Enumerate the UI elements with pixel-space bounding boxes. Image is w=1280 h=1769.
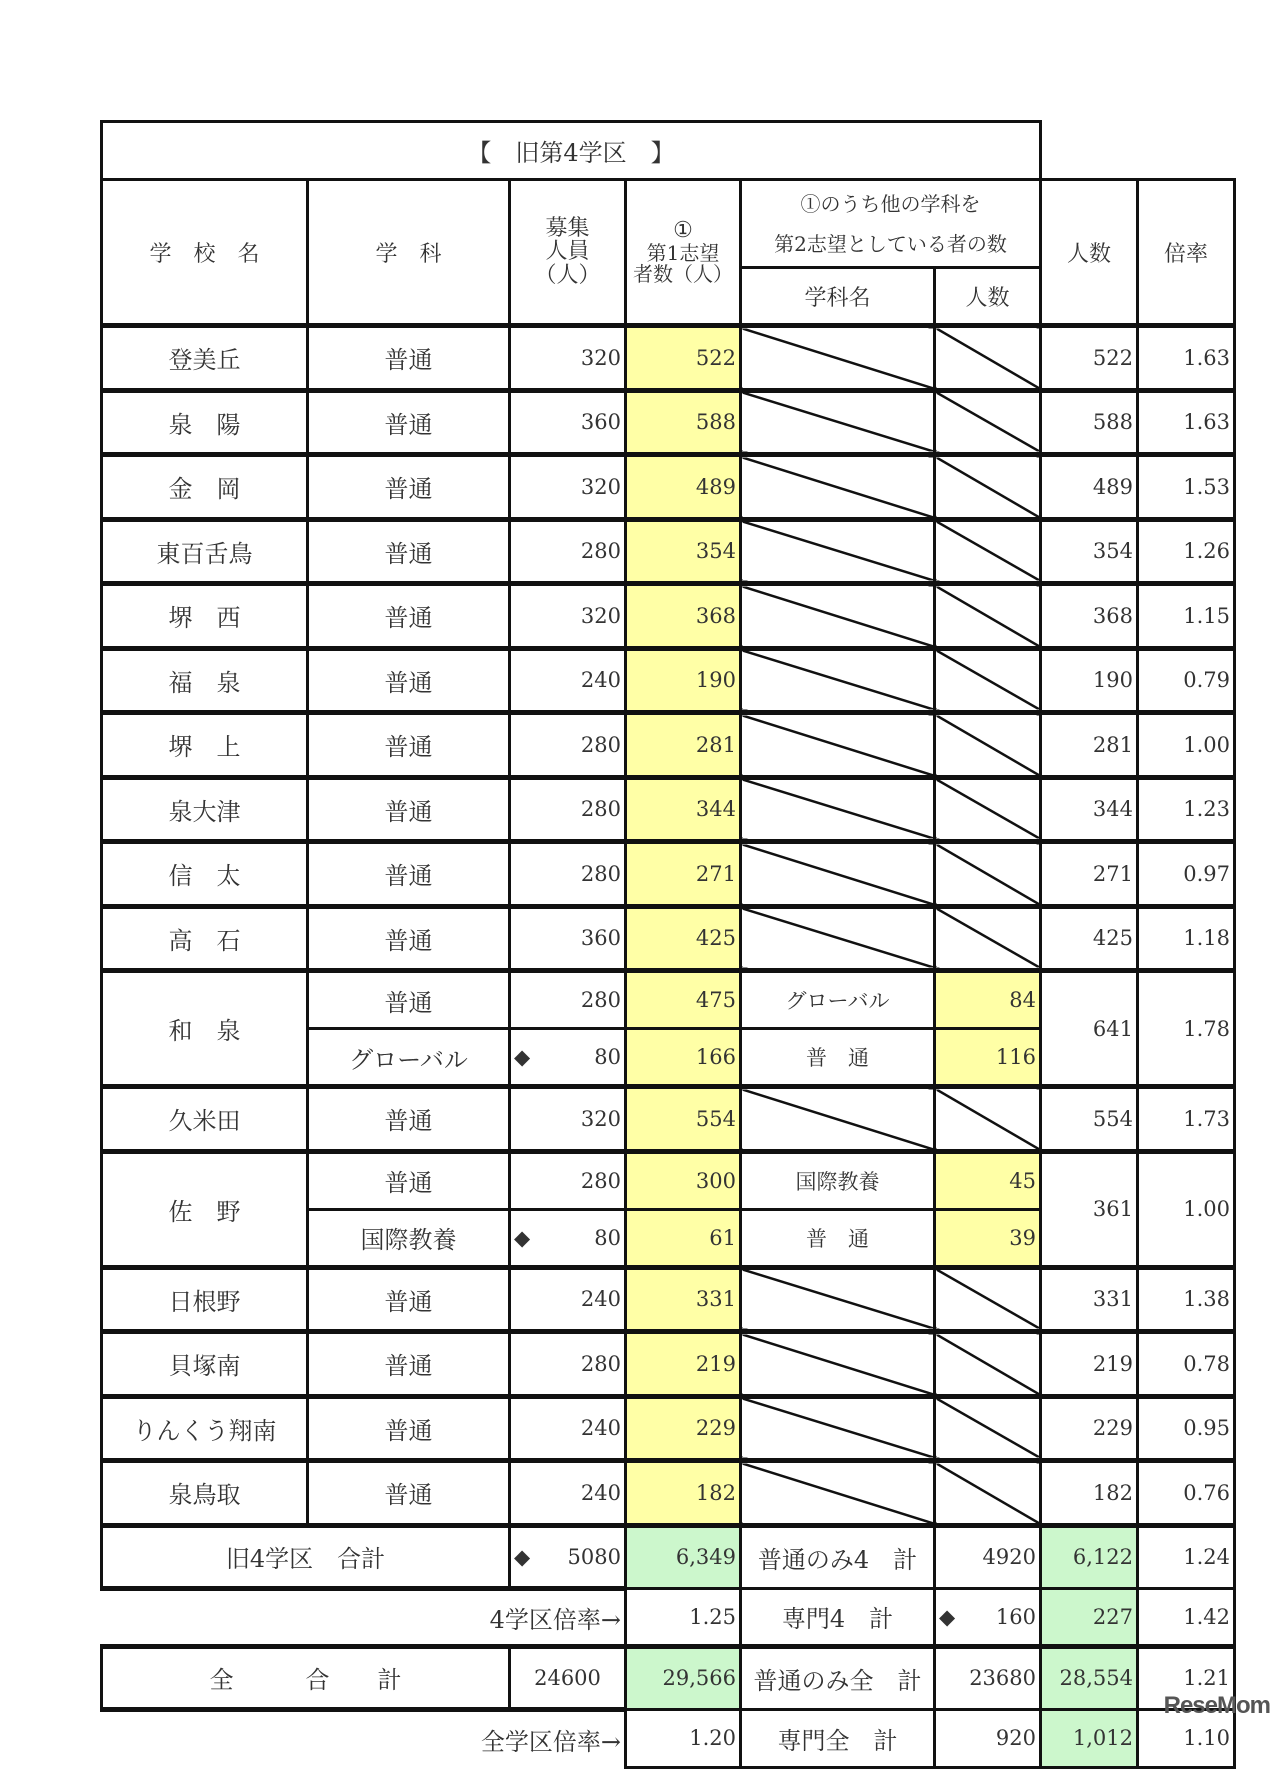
ratio: 0.95 [1138,1396,1235,1461]
school-name: 信 太 [102,842,308,907]
ratio: 1.63 [1138,326,1235,391]
course-name: 普通 [308,1087,510,1152]
ratio: 1.00 [1138,1151,1235,1267]
course-name: 普通 [308,326,510,391]
ratio: 1.63 [1138,390,1235,455]
empty-second-count [935,519,1041,584]
course-name: 普通 [308,906,510,971]
total-count: 190 [1041,648,1138,713]
district-total-row [102,1525,1235,1588]
first-choice-count: 61 [626,1209,741,1267]
capacity-value: 280 [580,797,621,822]
ratio: 1.38 [1138,1267,1235,1332]
empty-second-count [935,906,1041,971]
header-school: 学 校 名 [102,180,308,326]
header-second-course: 学科名 [741,268,935,326]
first-choice-count: 354 [626,519,741,584]
capacity-value: 240 [580,1287,621,1312]
header-capacity: 募集 人員 （人） [510,180,626,326]
school-name: 泉 陽 [102,390,308,455]
course-name: 普通 [308,713,510,778]
table-row [102,842,1235,907]
empty-second-count [935,326,1041,391]
capacity-value: 240 [580,668,621,693]
total-count: 354 [1041,519,1138,584]
empty-second-course [741,713,935,778]
table-row [102,648,1235,713]
empty-second-course [741,1087,935,1152]
capacity-cell [510,1396,626,1461]
header-total: 人数 [1041,180,1138,326]
total-count: 361 [1041,1151,1138,1267]
first-choice-count: 190 [626,648,741,713]
empty-second-course [741,1396,935,1461]
course-name: 普通 [308,584,510,649]
all-capacity: 24600 [510,1646,626,1709]
school-name: 貝塚南 [102,1332,308,1397]
all-general-capacity: 23680 [935,1646,1041,1709]
table-row [102,455,1235,520]
table-row [102,519,1235,584]
empty-second-count [935,713,1041,778]
course-name: 普通 [308,842,510,907]
empty-second-course [741,842,935,907]
header-ratio: 倍率 [1138,180,1235,326]
capacity-value: 80 [594,1045,621,1069]
table-subrow [102,1151,1235,1209]
total-count: 281 [1041,713,1138,778]
course-name: 普通 [308,648,510,713]
school-name: 泉大津 [102,777,308,842]
capacity-value: 280 [580,861,621,886]
capacity-value: 360 [580,926,621,951]
capacity-value: 280 [580,539,621,564]
district-applicants: 6,349 [626,1525,741,1588]
capacity-cell [510,1029,626,1087]
diamond-icon: ◆ [514,1045,531,1069]
second-course-name: 普 通 [741,1029,935,1087]
empty-second-count [935,1461,1041,1526]
capacity-value: 320 [580,474,621,499]
first-choice-count: 475 [626,971,741,1029]
all-applicants: 29,566 [626,1646,741,1709]
first-choice-count: 331 [626,1267,741,1332]
table-subrow [102,971,1235,1029]
first-choice-count: 229 [626,1396,741,1461]
capacity-value: 320 [580,345,621,370]
empty-second-course [741,1461,935,1526]
district-total-label: 旧4学区 合計 [102,1525,510,1588]
table-row [102,906,1235,971]
capacity-cell [510,648,626,713]
district-ratio-row [102,1588,1235,1646]
total-count: 425 [1041,906,1138,971]
table-row [102,1332,1235,1397]
total-count: 641 [1041,971,1138,1087]
second-course-name: グローバル [741,971,935,1029]
district-general-capacity: 4920 [935,1525,1041,1588]
second-choice-count: 39 [935,1209,1041,1267]
ratio: 1.00 [1138,713,1235,778]
header-applicants: 第1志望 者数（人） [633,240,733,286]
empty-second-count [935,777,1041,842]
first-choice-count: 489 [626,455,741,520]
capacity-cell [510,1461,626,1526]
capacity-value: 280 [580,988,621,1012]
header-second-count: 人数 [935,268,1041,326]
table-row [102,1087,1235,1152]
first-choice-count: 425 [626,906,741,971]
header-second-choice: ①のうち他の学科を [800,191,981,216]
table-row [102,326,1235,391]
first-choice-count: 554 [626,1087,741,1152]
all-ratio: 1.20 [626,1709,741,1767]
second-choice-count: 84 [935,971,1041,1029]
empty-second-course [741,584,935,649]
first-choice-count: 300 [626,1151,741,1209]
ratio: 1.78 [1138,971,1235,1087]
capacity-cell [510,1151,626,1209]
capacity-value: 240 [580,1416,621,1441]
district-ratio: 1.25 [626,1588,741,1646]
empty-second-count [935,455,1041,520]
course-name: 普通 [308,390,510,455]
all-special-label: 専門全 計 [741,1709,935,1767]
course-name: 普通 [308,519,510,584]
total-count: 522 [1041,326,1138,391]
table-row [102,584,1235,649]
school-name: 佐 野 [102,1151,308,1267]
capacity-cell [510,971,626,1029]
empty-second-course [741,455,935,520]
empty-second-count [935,390,1041,455]
all-special-ratio: 1.10 [1138,1709,1235,1767]
empty-second-count [935,1087,1041,1152]
ratio: 1.18 [1138,906,1235,971]
empty-second-count [935,1396,1041,1461]
district-general-ratio: 1.24 [1138,1525,1235,1588]
course-name: 普通 [308,455,510,520]
total-count: 331 [1041,1267,1138,1332]
table-row [102,1461,1235,1526]
admission-table-container [100,120,1236,1769]
capacity-value: 360 [580,410,621,435]
all-ratio-label: 全学区倍率→ [102,1709,626,1767]
total-count: 489 [1041,455,1138,520]
empty-second-count [935,648,1041,713]
district-general-label: 普通のみ4 計 [741,1525,935,1588]
capacity-cell [510,455,626,520]
capacity-cell [510,1209,626,1267]
empty-second-count [935,842,1041,907]
total-count: 554 [1041,1087,1138,1152]
second-choice-count: 45 [935,1151,1041,1209]
header-applicants-mark: ① [673,218,693,244]
capacity-value: 320 [580,603,621,628]
school-name: 久米田 [102,1087,308,1152]
course-name: 普通 [308,1151,510,1209]
total-count: 344 [1041,777,1138,842]
capacity-value: 280 [580,1168,621,1193]
school-name: 東百舌鳥 [102,519,308,584]
table-row [102,390,1235,455]
all-special-capacity: 920 [935,1709,1041,1767]
first-choice-count: 281 [626,713,741,778]
second-course-name: 国際教養 [741,1151,935,1209]
district-general-total: 6,122 [1041,1525,1138,1588]
school-name: 堺 上 [102,713,308,778]
capacity-cell [510,1267,626,1332]
course-name: 普通 [308,1267,510,1332]
school-name: 登美丘 [102,326,308,391]
ratio: 1.15 [1138,584,1235,649]
capacity-cell [510,906,626,971]
empty-second-count [935,584,1041,649]
school-name: 堺 西 [102,584,308,649]
school-name: 和 泉 [102,971,308,1087]
school-name: りんくう翔南 [102,1396,308,1461]
capacity-cell [510,584,626,649]
empty-second-course [741,1332,935,1397]
capacity-cell [510,1332,626,1397]
school-name: 金 岡 [102,455,308,520]
capacity-cell [510,777,626,842]
total-count: 368 [1041,584,1138,649]
capacity-cell [510,1087,626,1152]
all-general-ratio: 1.21 [1138,1646,1235,1709]
ratio: 1.53 [1138,455,1235,520]
empty-second-course [741,906,935,971]
first-choice-count: 522 [626,326,741,391]
district-capacity: 5080 [567,1544,621,1569]
first-choice-count: 219 [626,1332,741,1397]
all-special-total: 1,012 [1041,1709,1138,1767]
first-choice-count: 588 [626,390,741,455]
capacity-value: 320 [580,1106,621,1131]
resemom-logo: ReseMom [1163,1692,1270,1719]
table-row [102,713,1235,778]
empty-second-count [935,1332,1041,1397]
empty-second-course [741,390,935,455]
school-name: 高 石 [102,906,308,971]
first-choice-count: 344 [626,777,741,842]
capacity-value: 280 [580,1351,621,1376]
empty-second-course [741,326,935,391]
second-choice-count: 116 [935,1029,1041,1087]
empty-second-count [935,1267,1041,1332]
capacity-cell [510,713,626,778]
diamond-icon: ◆ [514,1544,531,1569]
school-name: 日根野 [102,1267,308,1332]
first-choice-count: 182 [626,1461,741,1526]
total-count: 182 [1041,1461,1138,1526]
all-ratio-row [102,1709,1235,1767]
course-name: グローバル [308,1029,510,1087]
all-general-label: 普通のみ全 計 [741,1646,935,1709]
ratio: 1.23 [1138,777,1235,842]
ratio: 1.26 [1138,519,1235,584]
capacity-value: 280 [580,732,621,757]
district-special-ratio: 1.42 [1138,1588,1235,1646]
course-name: 普通 [308,971,510,1029]
empty-second-course [741,648,935,713]
empty-second-course [741,519,935,584]
ratio: 1.73 [1138,1087,1235,1152]
first-choice-count: 368 [626,584,741,649]
district-special-total: 227 [1041,1588,1138,1646]
header-second-choice-2: 第2志望としている者の数 [774,231,1007,256]
course-name: 普通 [308,777,510,842]
diamond-icon: ◆ [939,1604,956,1629]
course-name: 普通 [308,1461,510,1526]
table-row [102,777,1235,842]
first-choice-count: 271 [626,842,741,907]
diamond-icon: ◆ [514,1225,531,1250]
ratio: 0.76 [1138,1461,1235,1526]
total-count: 229 [1041,1396,1138,1461]
school-name: 福 泉 [102,648,308,713]
table-title: 【 旧第4学区 】 [102,122,1041,180]
total-count: 271 [1041,842,1138,907]
header-course: 学 科 [308,180,510,326]
empty-second-course [741,1267,935,1332]
total-count: 219 [1041,1332,1138,1397]
table-row [102,1267,1235,1332]
capacity-cell [510,519,626,584]
district-special-capacity: 160 [995,1604,1036,1629]
school-name: 泉鳥取 [102,1461,308,1526]
empty-second-course [741,777,935,842]
course-name: 国際教養 [308,1209,510,1267]
all-general-total: 28,554 [1041,1646,1138,1709]
ratio: 0.97 [1138,842,1235,907]
ratio: 0.79 [1138,648,1235,713]
course-name: 普通 [308,1396,510,1461]
capacity-cell [510,390,626,455]
table-row [102,1396,1235,1461]
admission-table [100,120,1236,1769]
district-special-label: 専門4 計 [741,1588,935,1646]
capacity-value: 240 [580,1480,621,1505]
total-count: 588 [1041,390,1138,455]
first-choice-count: 166 [626,1029,741,1087]
all-total-row [102,1646,1235,1709]
capacity-value: 80 [594,1225,621,1250]
all-total-label: 全 合 計 [102,1646,510,1709]
capacity-cell [510,842,626,907]
ratio: 0.78 [1138,1332,1235,1397]
second-course-name: 普 通 [741,1209,935,1267]
course-name: 普通 [308,1332,510,1397]
district-ratio-label: 4学区倍率→ [102,1588,626,1646]
capacity-cell [510,326,626,391]
